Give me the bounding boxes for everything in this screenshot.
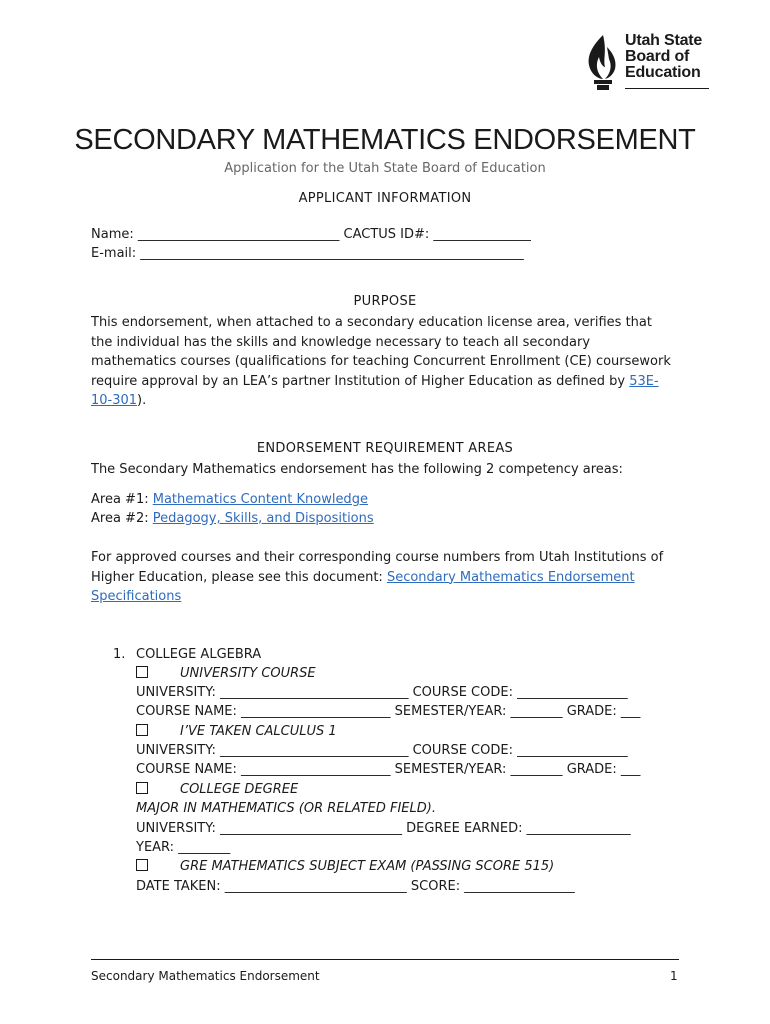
requirements-heading: ENDORSEMENT REQUIREMENT AREAS xyxy=(256,441,514,456)
footer-title: Secondary Mathematics Endorsement xyxy=(91,969,320,983)
logo-underline xyxy=(625,88,709,89)
section-title: COLLEGE ALGEBRA xyxy=(136,647,262,662)
option-calculus xyxy=(136,722,337,742)
section-number: 1. xyxy=(113,647,126,662)
university-course-line-1[interactable]: UNIVERSITY: _____________________________ COURSE CODE: _________________ xyxy=(136,685,628,700)
checkbox[interactable] xyxy=(136,859,148,871)
specifications-link[interactable]: Secondary Mathematics Endorsement Specifications xyxy=(91,569,635,604)
applicant-heading: APPLICANT INFORMATION xyxy=(298,191,472,206)
area-1-link[interactable]: Mathematics Content Knowledge xyxy=(152,492,368,507)
area-2-link[interactable]: Pedagogy, Skills, and Dispositions xyxy=(152,511,374,526)
courses-paragraph xyxy=(91,548,676,607)
torch-icon xyxy=(583,33,623,91)
courses-text: For approved courses and their corresponding course numbers from Utah Institutions of Higher Education, please see this document: xyxy=(91,550,664,585)
option-university-course xyxy=(136,664,316,684)
area-2-prefix: Area #2: xyxy=(91,511,153,526)
checkbox[interactable] xyxy=(136,724,148,736)
email-field-line[interactable]: E-mail: ___________________________________________________________ xyxy=(91,246,524,261)
document-subtitle: Application for the Utah State Board of Education xyxy=(224,161,546,176)
requirements-intro: The Secondary Mathematics endorsement has the following 2 competency areas: xyxy=(91,462,623,477)
degree-line-2[interactable]: YEAR: ________ xyxy=(136,840,231,855)
name-field-line[interactable]: Name: _______________________________ CACTUS ID#: _______________ xyxy=(91,227,531,242)
area-1-line xyxy=(91,490,368,510)
option-college-degree xyxy=(136,780,298,800)
calculus-line-1[interactable]: UNIVERSITY: _____________________________ COURSE CODE: _________________ xyxy=(136,743,628,758)
degree-subtitle: MAJOR IN MATHEMATICS (OR RELATED FIELD). xyxy=(136,801,436,816)
option-label: GRE MATHEMATICS SUBJECT EXAM (PASSING SCORE 515) xyxy=(180,859,555,874)
option-label: I’VE TAKEN CALCULUS 1 xyxy=(180,724,337,739)
footer-divider xyxy=(91,959,679,960)
option-label: COLLEGE DEGREE xyxy=(180,782,299,797)
degree-line-1[interactable]: UNIVERSITY: ____________________________ DEGREE EARNED: ________________ xyxy=(136,821,631,836)
option-label: UNIVERSITY COURSE xyxy=(180,666,316,681)
calculus-line-2[interactable]: COURSE NAME: _______________________ SEMESTER/YEAR: ________ GRADE: ___ xyxy=(136,762,641,777)
logo-line: Board of xyxy=(625,48,690,65)
logo-wordmark xyxy=(625,33,702,81)
purpose-end: ). xyxy=(137,393,147,408)
area-1-prefix: Area #1: xyxy=(91,492,153,507)
purpose-paragraph xyxy=(91,313,676,411)
option-gre-exam xyxy=(136,857,554,877)
checkbox[interactable] xyxy=(136,666,148,678)
logo-line: Education xyxy=(625,64,701,81)
document-title: SECONDARY MATHEMATICS ENDORSEMENT xyxy=(74,124,696,156)
checkbox[interactable] xyxy=(136,782,148,794)
university-course-line-2[interactable]: COURSE NAME: _______________________ SEMESTER/YEAR: ________ GRADE: ___ xyxy=(136,704,641,719)
purpose-heading: PURPOSE xyxy=(353,294,417,309)
statute-link[interactable]: 53E-10-301 xyxy=(91,373,659,408)
purpose-text: This endorsement, when attached to a secondary education license area, verifies that the individual has the skills and knowledge necessary to teach all secondary mathematics courses (qualifications for teaching Concurrent Enrollment (CE) coursework require approval by an LEA’s partner Institution of Higher Education as defined by xyxy=(91,315,671,389)
gre-line-1[interactable]: DATE TAKEN: ____________________________ SCORE: _________________ xyxy=(136,879,575,894)
page-number: 1 xyxy=(670,969,678,983)
area-2-line xyxy=(91,509,374,529)
usbe-logo xyxy=(583,33,711,91)
logo-line: Utah State xyxy=(625,32,703,49)
